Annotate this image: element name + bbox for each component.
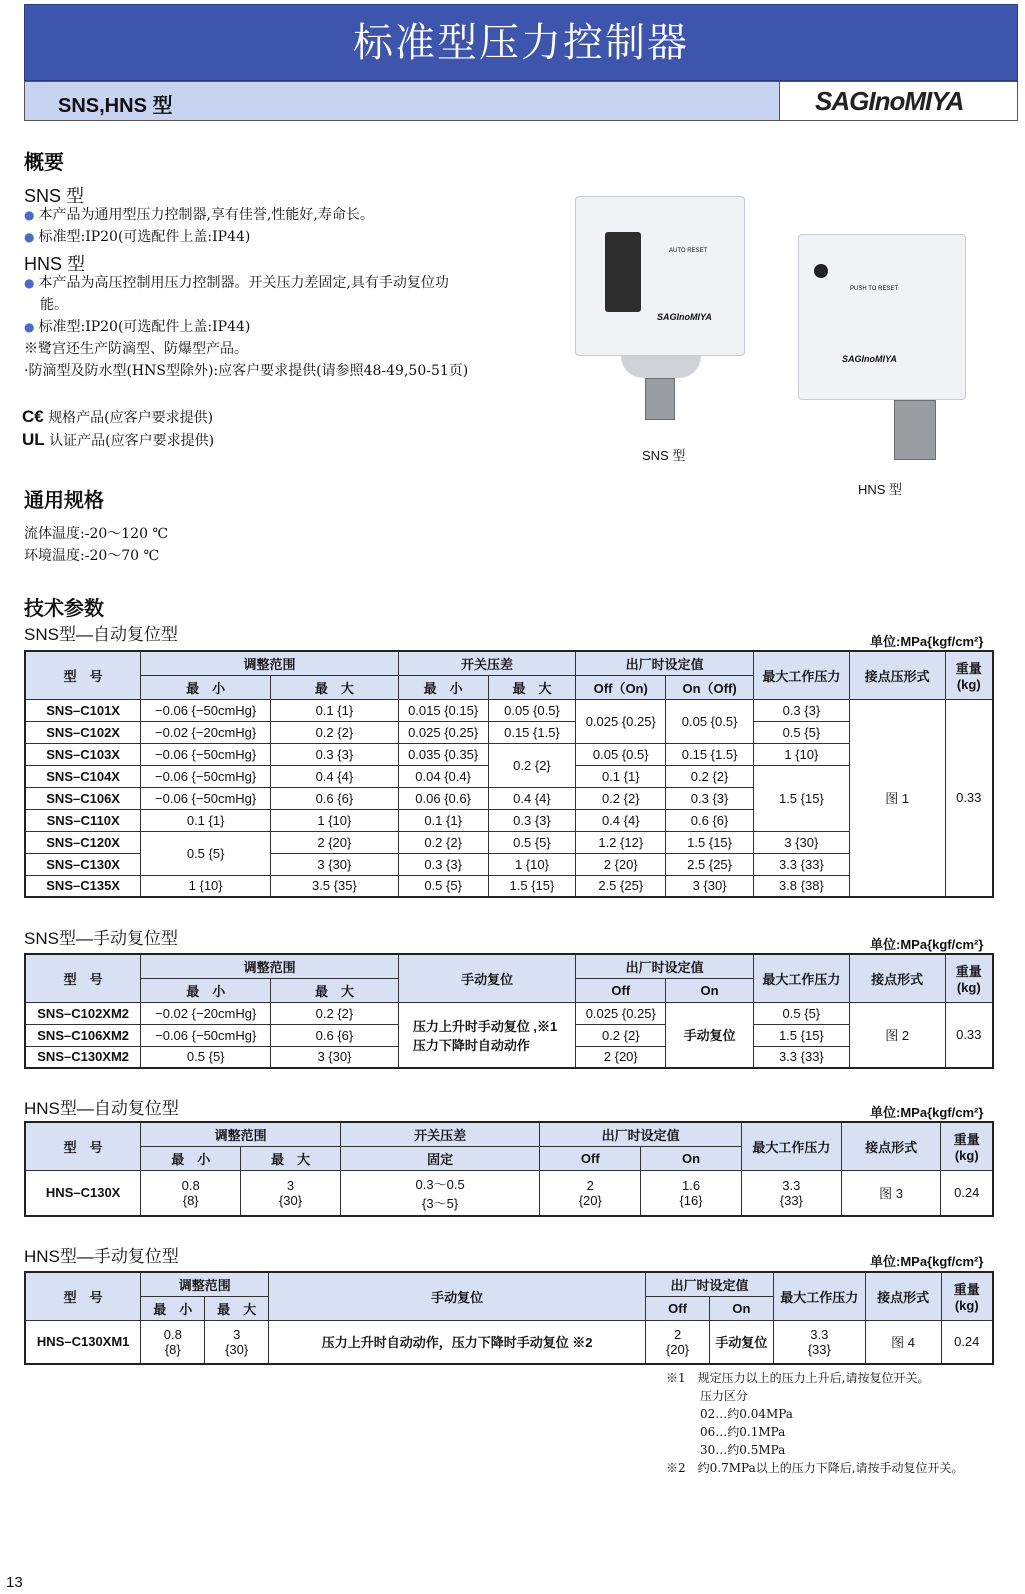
table-cell: −0.06 {−50cmHg}: [141, 1024, 271, 1046]
note: ·防滴型及防水型(HNS型除外):应客户要求提供(请参照48-49,50-51页): [24, 363, 469, 379]
table-header-cell: 最 小: [141, 1146, 241, 1170]
table-cell: 3 {30}: [754, 831, 850, 853]
table-cell: SNS–C130XM2: [25, 1046, 141, 1068]
table-cell: 1.5 {15}: [754, 765, 850, 831]
hns-title: HNS 型: [24, 254, 86, 274]
table-cell: 0.24: [941, 1170, 993, 1216]
table-cell: 2 {20}: [646, 1320, 710, 1364]
table-cell: 0.15 {1.5}: [488, 721, 576, 743]
table-header-cell: 开关压差: [398, 651, 576, 675]
table-header-cell: 最大工作压力: [754, 651, 850, 699]
table-cell: 0.6 {6}: [666, 809, 754, 831]
table-header-cell: Off（On): [576, 675, 666, 699]
table-cell: 0.2 {2}: [576, 1024, 666, 1046]
table-cell: SNS–C102X: [25, 721, 141, 743]
table-header-cell: 最 小: [141, 675, 271, 699]
table-cell: SNS–C103X: [25, 743, 141, 765]
table-cell: 0.2 {2}: [666, 765, 754, 787]
table-cell: 1 {10}: [488, 853, 576, 875]
hns-device-image: PUSH TO RESET SAGInoMIYA: [798, 234, 968, 402]
table-cell: 0.6 {6}: [271, 787, 399, 809]
table-cell: −0.06 {−50cmHg}: [141, 699, 271, 721]
ul-mark-icon: UL: [22, 430, 45, 449]
table-cell: 0.33: [945, 699, 993, 897]
table-cell: 0.035 {0.35}: [398, 743, 488, 765]
list-item: ● 标准型:IP20(可选配件上盖:IP44): [24, 319, 251, 335]
hns-manual-table: [24, 1271, 994, 1365]
table-cell: 3.5 {35}: [271, 875, 399, 897]
table-header-cell: 出厂时设定值: [576, 651, 754, 675]
table-cell: 2.5 {25}: [576, 875, 666, 897]
overview-heading: 概要: [24, 150, 64, 174]
table-cell: 0.6 {6}: [271, 1024, 399, 1046]
table-cell: 图 2: [849, 1002, 945, 1068]
table-header-cell: 出厂时设定值: [646, 1272, 774, 1296]
table-header-cell: 重量 (kg): [941, 1272, 993, 1320]
table-cell: 0.4 {4}: [576, 809, 666, 831]
table-cell: 0.3 {3}: [271, 743, 399, 765]
table-header-cell: On: [666, 978, 754, 1002]
table-cell: −0.02 {−20cmHg}: [141, 1002, 271, 1024]
table-header-cell: 型 号: [25, 1272, 141, 1320]
table-header-cell: 接点形式: [849, 954, 945, 1002]
table-header-cell: 最 小: [141, 1296, 205, 1320]
table-cell: 3.3 {33}: [753, 1046, 849, 1068]
table-header-cell: 调整范围: [141, 954, 398, 978]
table-cell: 压力上升时自动动作，压力下降时手动复位 ※2: [269, 1320, 646, 1364]
table-cell: SNS–C101X: [25, 699, 141, 721]
table-cell: SNS–C106XM2: [25, 1024, 141, 1046]
table-cell: 0.8 {8}: [141, 1320, 205, 1364]
table-header-cell: On（Off): [666, 675, 754, 699]
table-cell: −0.06 {−50cmHg}: [141, 787, 271, 809]
brand-logo: SAGInoMIYA: [815, 86, 964, 116]
table-cell: 0.2 {2}: [576, 787, 666, 809]
table-cell: SNS–C104X: [25, 765, 141, 787]
list-item: ● 本产品为通用型压力控制器,享有佳誉,性能好,寿命长。: [24, 207, 374, 223]
table-cell: 图 1: [849, 699, 945, 897]
sns-auto-table: [24, 650, 994, 898]
table-cell: 0.5 {5}: [754, 721, 850, 743]
table-cell: 0.015 {0.15}: [398, 699, 488, 721]
table-cell: 图 4: [865, 1320, 941, 1364]
table-cell: 0.1 {1}: [576, 765, 666, 787]
table-cell: HNS–C130XM1: [25, 1320, 141, 1364]
table-cell: 0.3 {3}: [754, 699, 850, 721]
table-cell: 0.5 {5}: [488, 831, 576, 853]
table-cell: 3.3 {33}: [754, 853, 850, 875]
table-cell: 3 {30}: [271, 1046, 399, 1068]
table-cell: HNS–C130X: [25, 1170, 141, 1216]
table-cell: 0.3 {3}: [666, 787, 754, 809]
table-cell: −0.06 {−50cmHg}: [141, 765, 271, 787]
table-header-cell: 重量 (kg): [941, 1122, 993, 1170]
table-cell: −0.02 {−20cmHg}: [141, 721, 271, 743]
table-cell: 0.24: [941, 1320, 993, 1364]
table-header-cell: Off: [540, 1146, 641, 1170]
table-header-cell: 最 大: [271, 978, 399, 1002]
page-number: 13: [6, 1574, 23, 1591]
table2-title: SNS型—手动复位型: [24, 929, 178, 948]
table-cell: 0.04 {0.4}: [398, 765, 488, 787]
reset-button-icon: [814, 264, 828, 278]
table-header-cell: 型 号: [25, 651, 141, 699]
table-header-cell: 最 大: [488, 675, 576, 699]
table-cell: SNS–C120X: [25, 831, 141, 853]
table-cell: 0.2 {2}: [398, 831, 488, 853]
unit-label: 单位:MPa{kgf/cm²}: [870, 634, 984, 649]
tech-heading: 技术参数: [24, 596, 104, 620]
table-cell: 1.5 {15}: [666, 831, 754, 853]
table-cell: 0.2 {2}: [488, 743, 576, 787]
table-cell: SNS–C110X: [25, 809, 141, 831]
table-cell: 1 {10}: [271, 809, 399, 831]
cert-list: [22, 406, 214, 452]
table-cell: 1.5 {15}: [753, 1024, 849, 1046]
table-row: [25, 875, 993, 897]
sns-device-label: AUTO RESET: [669, 248, 708, 254]
table-cell: 手动复位: [710, 1320, 774, 1364]
table-header-cell: 型 号: [25, 1122, 141, 1170]
general-heading: 通用规格: [24, 488, 104, 512]
table-cell: 3.8 {38}: [754, 875, 850, 897]
table-cell: 2 {20}: [576, 853, 666, 875]
table-header-cell: 调整范围: [141, 1272, 269, 1296]
table-cell: 2.5 {25}: [666, 853, 754, 875]
table-cell: 0.06 {0.6}: [398, 787, 488, 809]
table-cell: 压力上升时手动复位 ,※1 压力下降时自动动作: [398, 1002, 576, 1068]
table-row: [25, 1002, 993, 1024]
table-header-cell: 调整范围: [141, 651, 398, 675]
table-cell: SNS–C135X: [25, 875, 141, 897]
table-cell: 0.15 {1.5}: [666, 743, 754, 765]
table-cell: 0.025 {0.25}: [576, 1002, 666, 1024]
table-header-cell: 型 号: [25, 954, 141, 1002]
hns-caption: HNS 型: [858, 482, 903, 497]
table-cell: 0.025 {0.25}: [398, 721, 488, 743]
table-cell: 1.2 {12}: [576, 831, 666, 853]
model-name: SNS,HNS 型: [58, 95, 173, 117]
table-cell: 2 {20}: [576, 1046, 666, 1068]
table-header-cell: 接点形式: [841, 1122, 941, 1170]
table-cell: 0.4 {4}: [271, 765, 399, 787]
table-cell: 0.1 {1}: [398, 809, 488, 831]
sns-caption: SNS 型: [642, 448, 686, 463]
table-row: [25, 1320, 993, 1364]
table-header-cell: 最 大: [271, 675, 399, 699]
table-cell: 0.33: [945, 1002, 993, 1068]
table-header-cell: 手动复位: [269, 1272, 646, 1320]
table-header-cell: 开关压差: [340, 1122, 539, 1146]
table-row: [25, 743, 993, 765]
table-header-cell: Off: [576, 978, 666, 1002]
table-header-cell: 手动复位: [398, 954, 576, 1002]
table-header-cell: On: [641, 1146, 742, 1170]
table-cell: 3 {30}: [205, 1320, 269, 1364]
table-header-cell: 重量 (kg): [945, 651, 993, 699]
table-cell: 0.05 {0.5}: [666, 699, 754, 743]
model-bar: [24, 81, 1018, 121]
ul-cert: UL 认证产品(应客户要求提供): [22, 430, 215, 449]
table-cell: 0.5 {5}: [753, 1002, 849, 1024]
table-cell: 3.3 {33}: [773, 1320, 865, 1364]
table-cell: 0.1 {1}: [271, 699, 399, 721]
table-row: [25, 831, 993, 853]
table-cell: 0.3～0.5 {3～5}: [340, 1170, 539, 1216]
list-item: ● 标准型:IP20(可选配件上盖:IP44): [24, 229, 251, 245]
table-cell: SNS–C130X: [25, 853, 141, 875]
table-cell: 0.5 {5}: [398, 875, 488, 897]
sns-device-image: AUTO RESET SAGInoMIYA: [575, 196, 747, 358]
table-cell: 2 {20}: [271, 831, 399, 853]
table-cell: 1.6 {16}: [641, 1170, 742, 1216]
table-header-cell: 最 大: [241, 1146, 341, 1170]
table-header-cell: Off: [646, 1296, 710, 1320]
table4-title: HNS型—手动复位型: [24, 1247, 179, 1266]
table-cell: 0.4 {4}: [488, 787, 576, 809]
note: ※鹭宫还生产防滴型、防爆型产品。: [24, 341, 248, 357]
table-header-cell: 接点压形式: [849, 651, 945, 699]
table-cell: 0.2 {2}: [271, 721, 399, 743]
footnotes: ※1 规定压力以上的压力上升后,请按复位开关。 压力区分 02…约0.04MPa 06…约0.1MPa 30…约0.5MPa ※2 约0.7MPa以上的压力下降后,请按手动复位开关。: [666, 1371, 964, 1475]
table-header-cell: 最大工作压力: [753, 954, 849, 1002]
table-header-cell: 接点形式: [865, 1272, 941, 1320]
table-header-cell: 最大工作压力: [741, 1122, 841, 1170]
sns-title: SNS 型: [24, 186, 85, 206]
table-cell: 0.1 {1}: [141, 809, 271, 831]
table-cell: 0.2 {2}: [271, 1002, 399, 1024]
table-header-cell: 调整范围: [141, 1122, 341, 1146]
table-header-cell: 最大工作压力: [773, 1272, 865, 1320]
table3-title: HNS型—自动复位型: [24, 1099, 179, 1118]
general-specs: 流体温度:-20～120 ℃ 环境温度:-20～70 ℃: [24, 526, 169, 564]
table-cell: 2 {20}: [540, 1170, 641, 1216]
table-cell: 0.3 {3}: [398, 853, 488, 875]
sns-bullets: [24, 204, 554, 248]
table-cell: SNS–C106X: [25, 787, 141, 809]
hns-auto-table: [24, 1121, 994, 1217]
table-row: [25, 1170, 993, 1216]
table-cell: 0.5 {5}: [141, 1046, 271, 1068]
table-cell: 0.8 {8}: [141, 1170, 241, 1216]
table-cell: 3 {30}: [666, 875, 754, 897]
table-cell: 手动复位: [666, 1002, 754, 1068]
table-row: [25, 699, 993, 721]
table-header-cell: 最 小: [141, 978, 271, 1002]
table-header-cell: On: [710, 1296, 774, 1320]
table-header-cell: 重量 (kg): [945, 954, 993, 1002]
table-cell: 0.05 {0.5}: [488, 699, 576, 721]
table1-title: SNS型—自动复位型: [24, 625, 178, 644]
hns-bullets: ● 本产品为高压控制用压力控制器。开关压力差固定,具有手动复位功 能。 ● 标准型:IP20(可选配件上盖:IP44) ※鹭宫还生产防滴型、防爆型产品。 ·防滴型及防水型(HNS型除外):应客户要求提供(请参照48-49,50-51页): [24, 272, 564, 382]
table-cell: 图 3: [841, 1170, 941, 1216]
table-cell: 0.5 {5}: [141, 831, 271, 875]
ce-mark-icon: C€: [22, 407, 44, 426]
table-cell: 0.05 {0.5}: [576, 743, 666, 765]
page-title: 标准型压力控制器: [24, 4, 1018, 81]
hns-device-label: PUSH TO RESET: [850, 286, 899, 292]
table-cell: 3.3 {33}: [741, 1170, 841, 1216]
table-cell: 3 {30}: [241, 1170, 341, 1216]
table-cell: 1 {10}: [754, 743, 850, 765]
table-cell: SNS–C102XM2: [25, 1002, 141, 1024]
table-header-cell: 出厂时设定值: [576, 954, 754, 978]
table-header-cell: 最 大: [205, 1296, 269, 1320]
ce-cert: C€ 规格产品(应客户要求提供): [22, 407, 214, 426]
sns-manual-table: [24, 953, 994, 1069]
table-cell: 0.3 {3}: [488, 809, 576, 831]
table-cell: 3 {30}: [271, 853, 399, 875]
table-cell: 1.5 {15}: [488, 875, 576, 897]
table-header-cell: 最 小: [398, 675, 488, 699]
table-cell: −0.06 {−50cmHg}: [141, 743, 271, 765]
table-header-cell: 出厂时设定值: [540, 1122, 742, 1146]
list-item: ● 本产品为高压控制用压力控制器。开关压力差固定,具有手动复位功: [24, 275, 449, 291]
table-cell: 0.025 {0.25}: [576, 699, 666, 743]
table-cell: 1 {10}: [141, 875, 271, 897]
table-header-cell: 固定: [340, 1146, 539, 1170]
table-row: [25, 721, 993, 743]
